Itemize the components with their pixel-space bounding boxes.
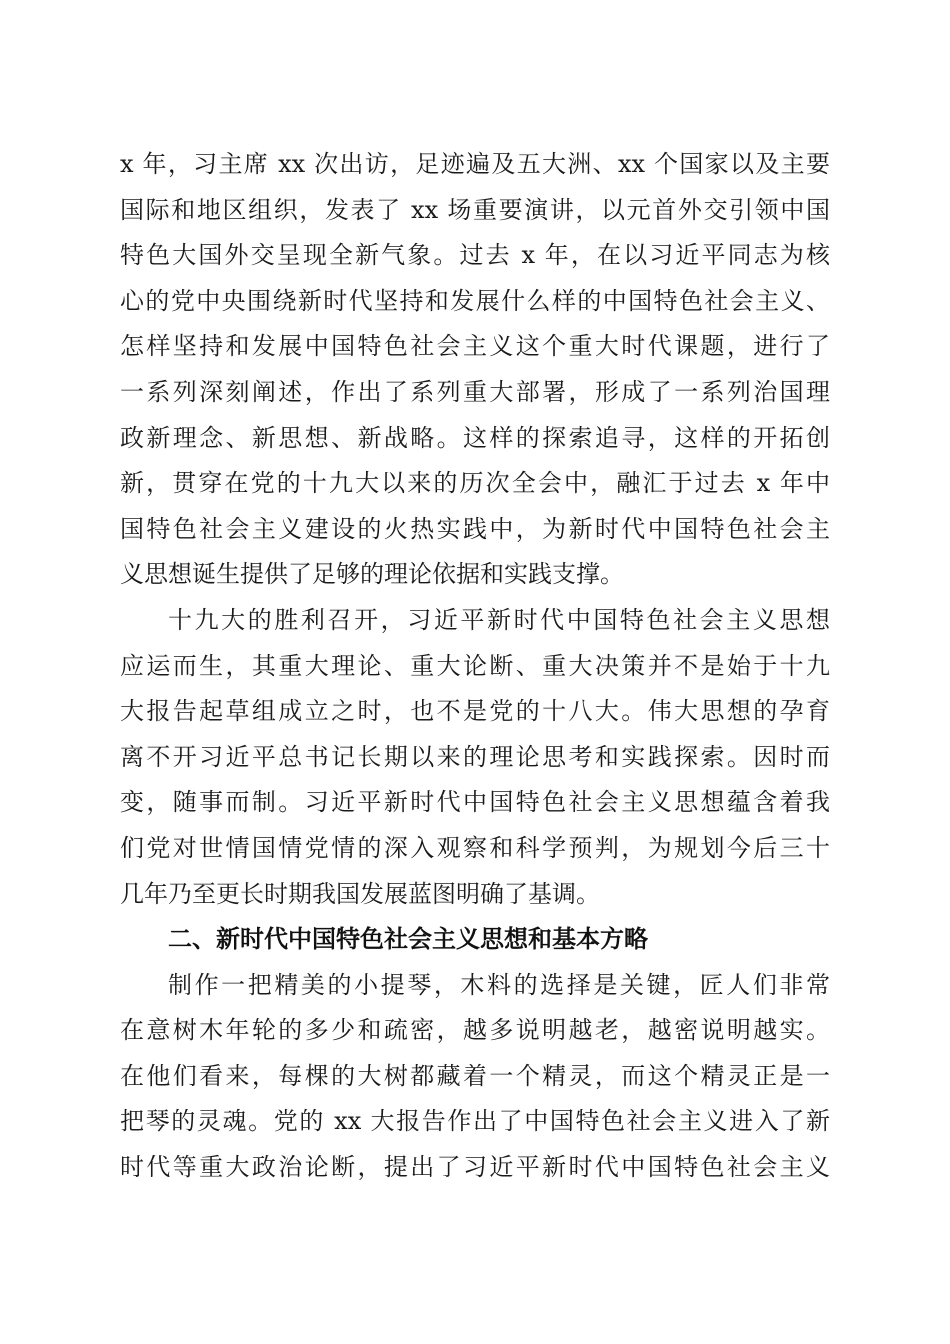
text-line: 制作一把精美的小提琴，木料的选择是关键，匠人们非常 — [168, 970, 830, 999]
text-line: 在意树木年轮的多少和疏密，越多说明越老，越密说明越实。 — [120, 1016, 830, 1045]
text-line: 国际和地区组织，发表了 xx 场重要演讲，以元首外交引领中国 — [120, 195, 830, 224]
text-line: 应运而生，其重大理论、重大论断、重大决策并不是始于十九 — [120, 651, 830, 680]
text-line: 离不开习近平总书记长期以来的理论思考和实践探索。因时而 — [120, 742, 830, 771]
text-line: 时代等重大政治论断，提出了习近平新时代中国特色社会主义 — [120, 1153, 830, 1182]
paragraph-3 — [120, 963, 830, 1191]
text-line: 义思想诞生提供了足够的理论依据和实践支撑。 — [120, 560, 624, 589]
paragraph-1 — [120, 142, 830, 598]
text-line: 在他们看来，每棵的大树都藏着一个精灵，而这个精灵正是一 — [120, 1061, 830, 1090]
text-line: 新，贯穿在党的十九大以来的历次全会中，融汇于过去 x 年中 — [120, 469, 830, 498]
text-line: 一系列深刻阐述，作出了系列重大部署，形成了一系列治国理 — [120, 377, 830, 406]
text-line: 怎样坚持和发展中国特色社会主义这个重大时代课题，进行了 — [120, 332, 830, 361]
text-line: 十九大的胜利召开，习近平新时代中国特色社会主义思想 — [168, 605, 830, 634]
text-line: 政新理念、新思想、新战略。这样的探索追寻，这样的开拓创 — [120, 423, 830, 452]
section-heading: 二、新时代中国特色社会主义思想和基本方略 — [168, 925, 648, 954]
text-line: 把琴的灵魂。党的 xx 大报告作出了中国特色社会主义进入了新 — [120, 1107, 830, 1136]
document-body — [120, 142, 830, 1191]
text-line: 心的党中央围绕新时代坚持和发展什么样的中国特色社会主义、 — [120, 286, 830, 315]
text-line: 变，随事而制。习近平新时代中国特色社会主义思想蕴含着我 — [120, 788, 830, 817]
text-line: x 年，习主席 xx 次出访，足迹遍及五大洲、xx 个国家以及主要 — [120, 150, 830, 178]
paragraph-2 — [120, 598, 830, 917]
text-line: 特色大国外交呈现全新气象。过去 x 年，在以习近平同志为核 — [120, 241, 830, 270]
text-line: 们党对世情国情党情的深入观察和科学预判，为规划今后三十 — [120, 833, 830, 862]
text-line: 几年乃至更长时期我国发展蓝图明确了基调。 — [120, 879, 600, 908]
text-line: 大报告起草组成立之时，也不是党的十八大。伟大思想的孕育 — [120, 697, 830, 726]
text-line: 国特色社会主义建设的火热实践中，为新时代中国特色社会主 — [120, 514, 830, 543]
